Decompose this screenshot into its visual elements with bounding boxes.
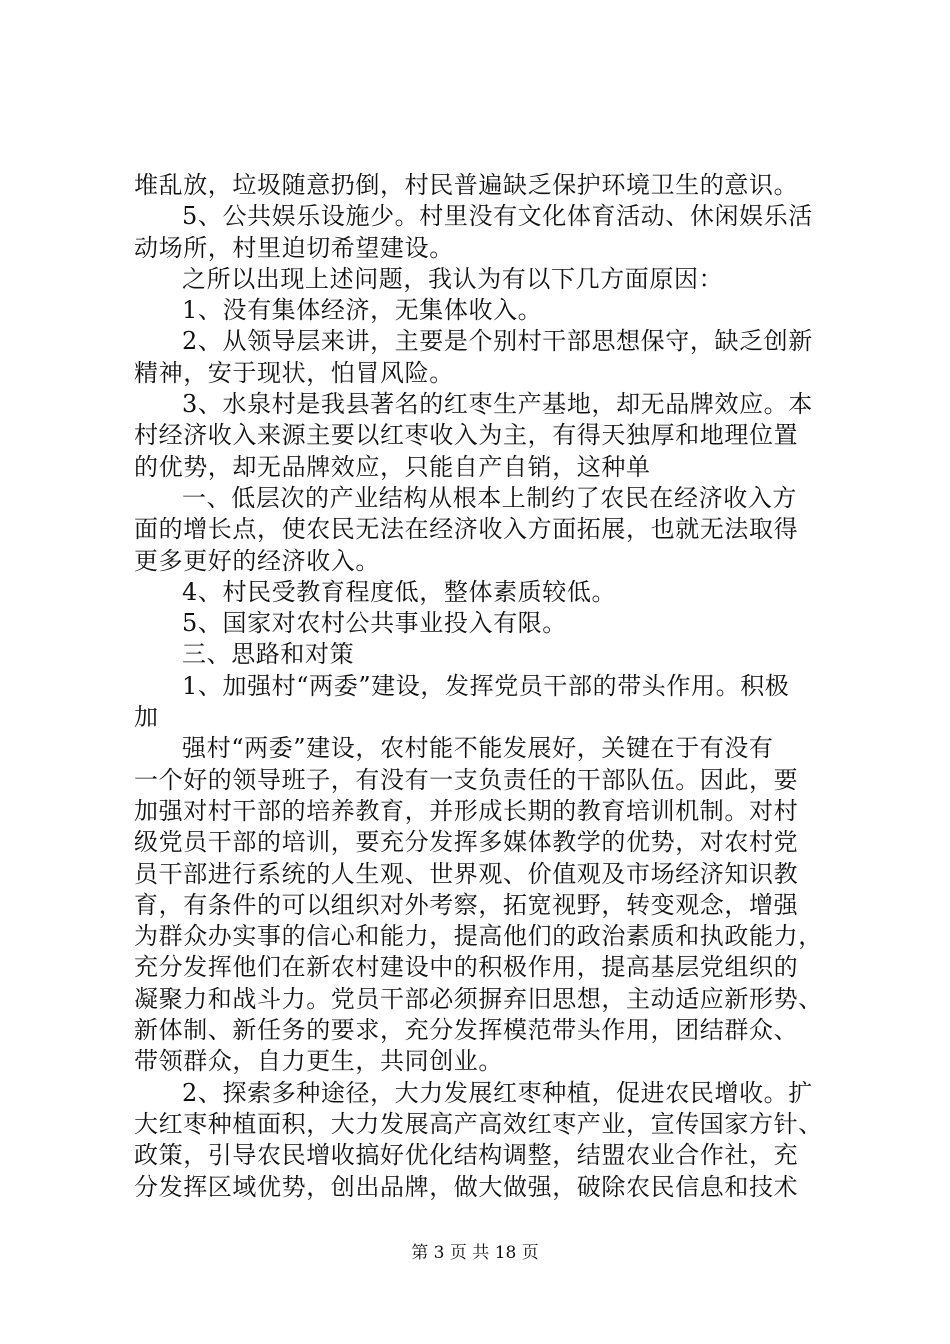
- text-line: 为群众办实事的信心和能力，提高他们的政治素质和执政能力，: [134, 922, 823, 951]
- text-line: 1、加强村“两委”建设，发挥党员干部的带头作用。积极: [182, 671, 790, 700]
- text-line: 动场所，村里迫切希望建设。: [134, 233, 454, 262]
- text-line: 3、水泉村是我县著名的红枣生产基地，却无品牌效应。本: [182, 390, 813, 419]
- text-line: 4、村民受教育程度低，整体素质较低。: [182, 577, 617, 606]
- text-line: 充分发挥他们在新农村建设中的积极作用，提高基层党组织的: [134, 953, 799, 982]
- text-line: 级党员干部的培训，要充分发挥多媒体教学的优势，对农村党: [134, 828, 799, 857]
- text-line: 带领群众，自力更生，共同创业。: [134, 1047, 503, 1076]
- text-line: 2、从领导层来讲，主要是个别村干部思想保守，缺乏创新: [182, 327, 813, 356]
- text-line: 之所以出现上述问题，我认为有以下几方面原因：: [182, 264, 724, 293]
- text-line: 一个好的领导班子，有没有一支负责任的干部队伍。因此，要: [134, 765, 799, 794]
- text-line: 新体制、新任务的要求，充分发挥模范带头作用，团结群众、: [134, 1016, 799, 1045]
- text-line: 一、低层次的产业结构从根本上制约了农民在经济收入方: [182, 483, 797, 512]
- text-line: 分发挥区域优势，创出品牌，做大做强，破除农民信息和技术: [134, 1172, 799, 1201]
- text-line: 的优势，却无品牌效应，只能自产自销，这种单: [134, 452, 651, 481]
- text-line: 更多更好的经济收入。: [134, 546, 380, 575]
- text-line: 凝聚力和战斗力。党员干部必须摒弃旧思想，主动适应新形势、: [134, 984, 823, 1013]
- text-line: 村经济收入来源主要以红枣收入为主，有得天独厚和地理位置: [134, 421, 799, 450]
- text-line: 堆乱放，垃圾随意扔倒，村民普遍缺乏保护环境卫生的意识。: [134, 171, 799, 199]
- section-heading: 三、思路和对策: [182, 640, 355, 669]
- text-line: 加强对村干部的培养教育，并形成长期的教育培训机制。对村: [134, 796, 799, 825]
- text-line: 大红枣种植面积，大力发展高产高效红枣产业，宣传国家方针、: [134, 1109, 823, 1138]
- text-line: 5、公共娱乐设施少。村里没有文化体育活动、休闲娱乐活: [182, 202, 813, 231]
- text-line: 精神，安于现状，怕冒风险。: [134, 358, 454, 387]
- page-number: 第 3 页 共 18 页: [411, 1243, 539, 1263]
- text-line: 员干部进行系统的人生观、世界观、价值观及市场经济知识教: [134, 859, 799, 888]
- text-line: 1、没有集体经济，无集体收入。: [182, 296, 543, 325]
- text-line: 强村“两委”建设，农村能不能发展好，关键在于有没有: [182, 734, 774, 763]
- text-line: 加: [134, 703, 159, 732]
- text-line: 面的增长点，使农民无法在经济收入方面拓展，也就无法取得: [134, 515, 799, 544]
- text-line: 政策，引导农民增收搞好优化结构调整，结盟农业合作社，充: [134, 1141, 799, 1170]
- text-line: 5、国家对农村公共事业投入有限。: [182, 609, 567, 638]
- text-line: 育，有条件的可以组织对外考察，拓宽视野，转变观念，增强: [134, 890, 799, 919]
- body-text: [134, 170, 834, 1203]
- text-line: 2、探索多种途径，大力发展红枣种植，促进农民增收。扩: [182, 1078, 813, 1107]
